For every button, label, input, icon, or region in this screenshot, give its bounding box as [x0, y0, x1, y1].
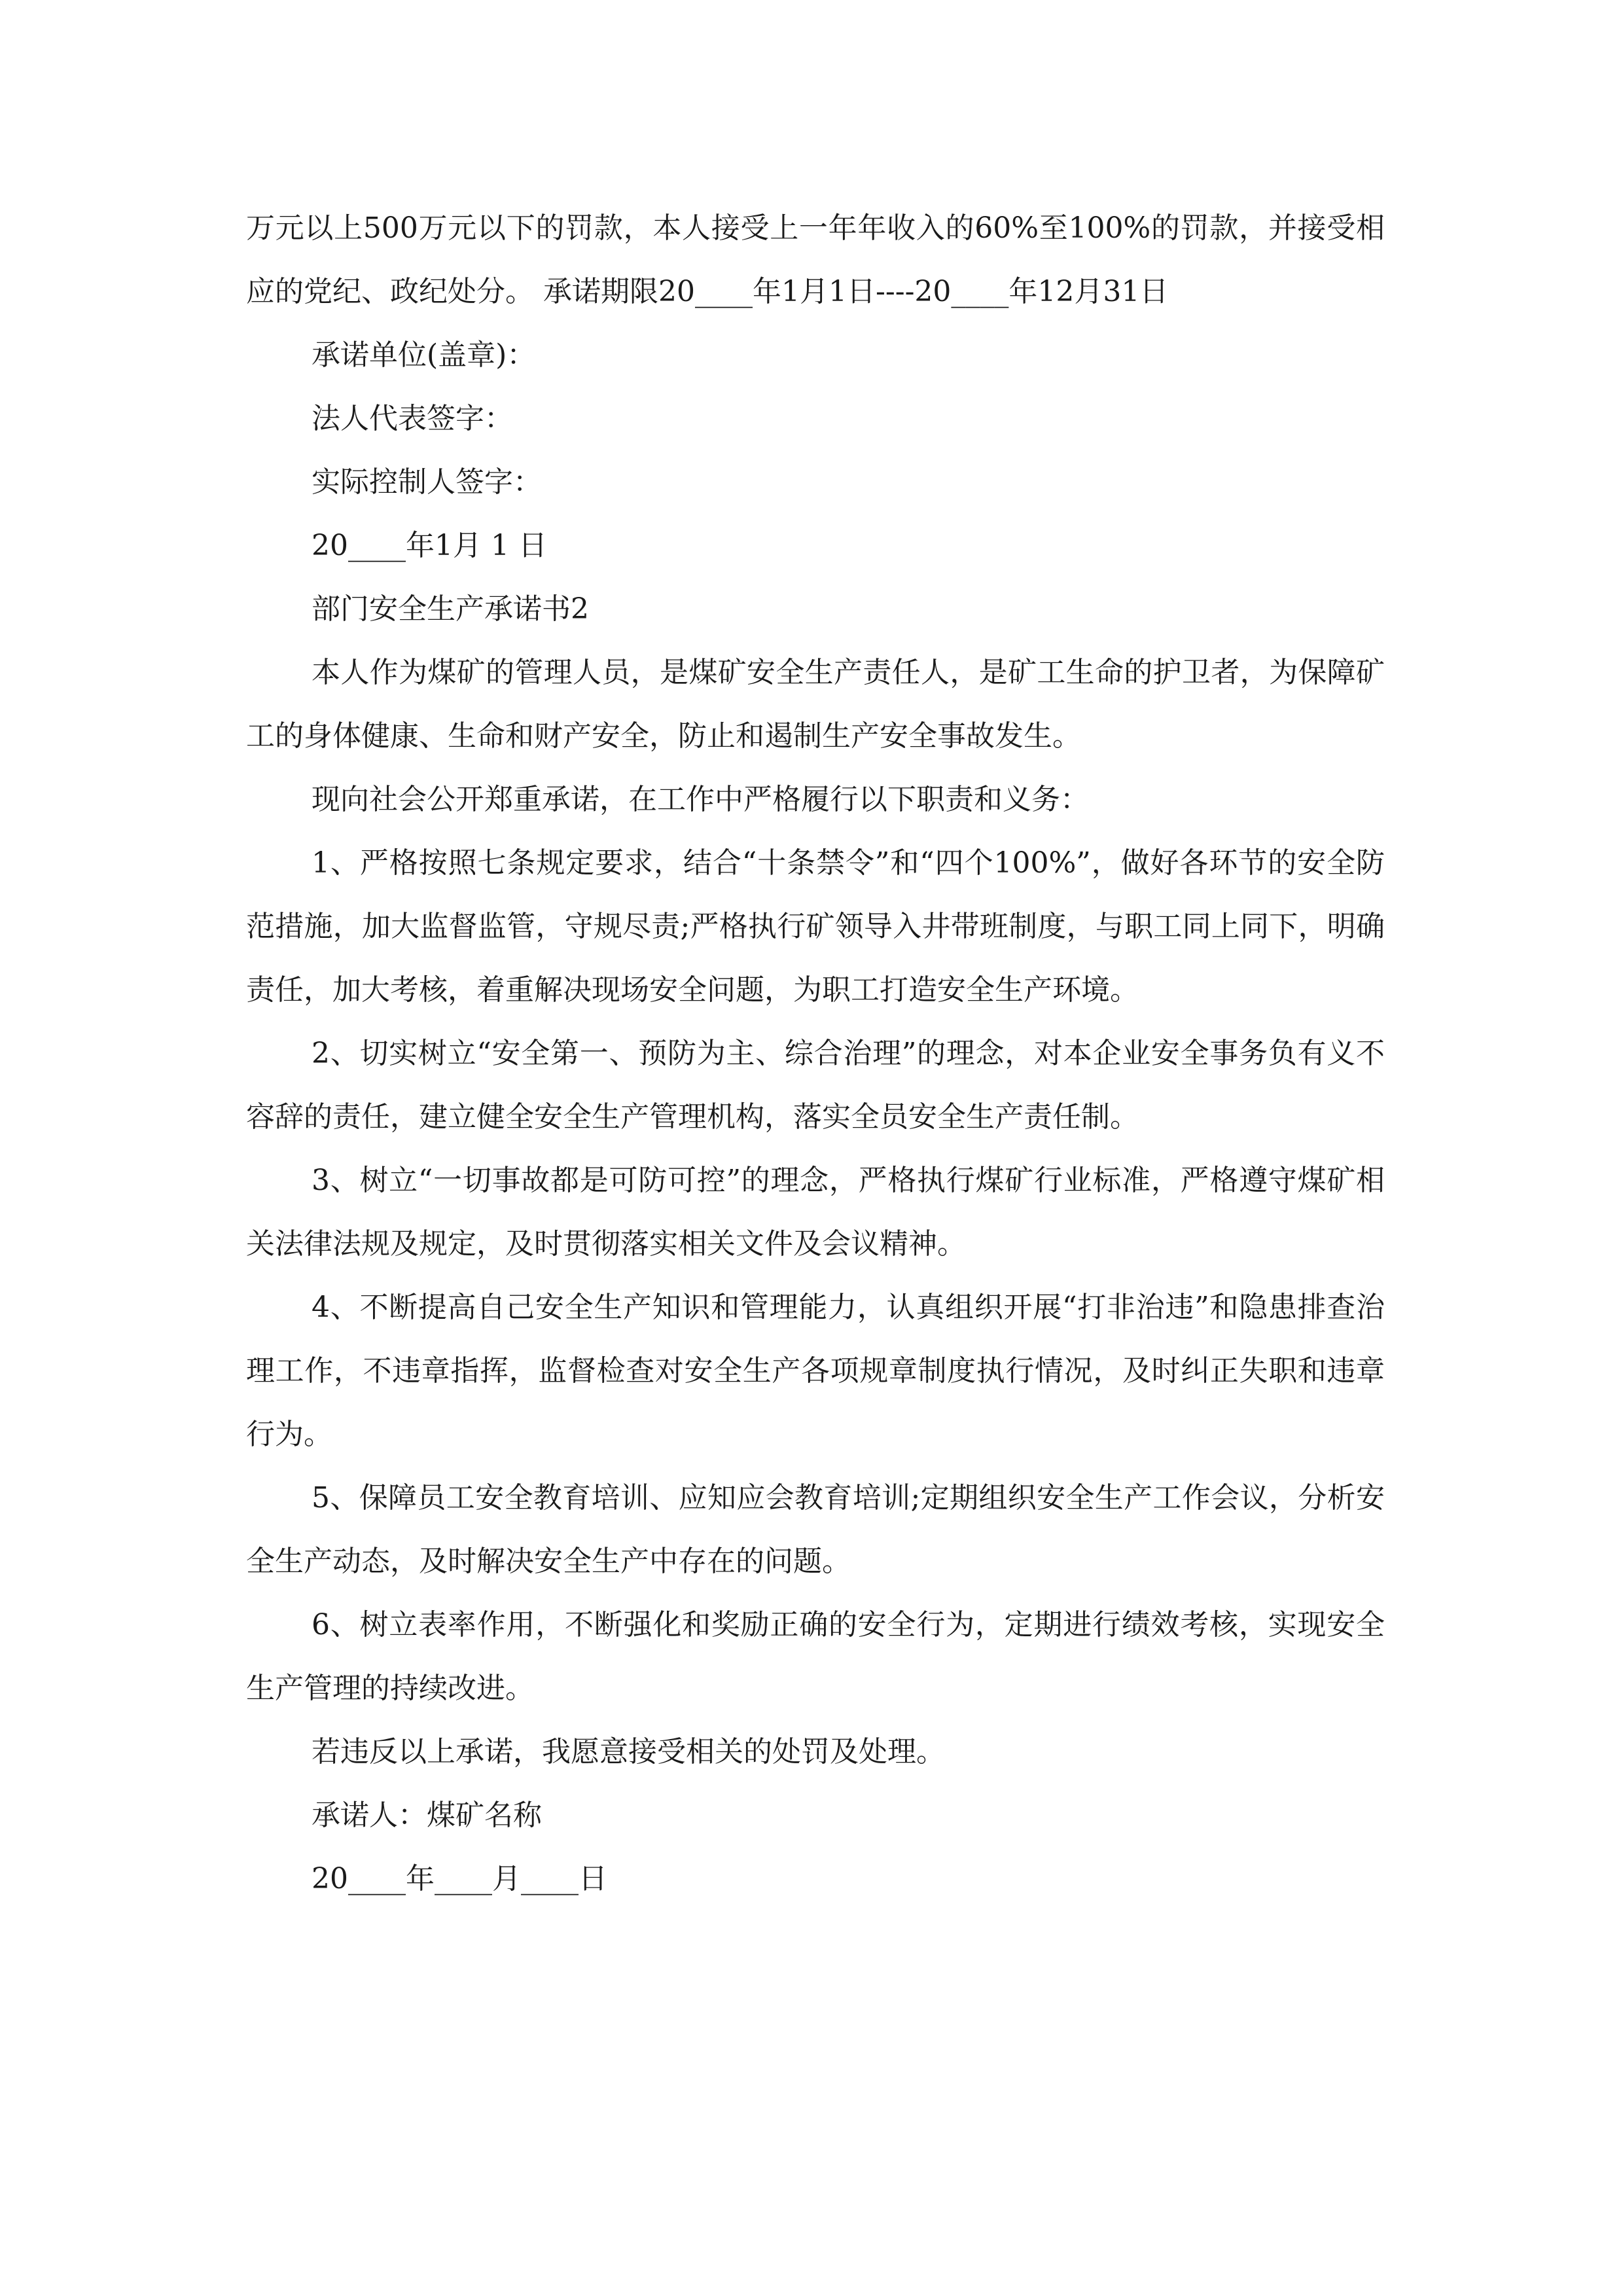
date-line: 20____年1月 1 日 [312, 529, 547, 562]
list-item-6: 6、树立表率作用，不断强化和奖励正确的安全行为，定期进行绩效考核，实现安全生产管理的持续改进。 [246, 1608, 1385, 1705]
paragraph: 若违反以上承诺，我愿意接受相关的处罚及处理。 [312, 1735, 945, 1768]
list-item-3: 3、树立“一切事故都是可防可控”的理念，严格执行煤矿行业标准，严格遵守煤矿相关法律法规及规定，及时贯彻落实相关文件及会议精神。 [246, 1164, 1385, 1261]
continued-paragraph: 万元以上500万元以下的罚款，本人接受上一年年收入的60%至100%的罚款，并接受相应的党纪、政纪处分。 承诺期限20____年1月1日----20____年12月31日 [246, 211, 1385, 308]
paragraph: 本人作为煤矿的管理人员，是煤矿安全生产责任人，是矿工生命的护卫者，为保障矿工的身体健康、生命和财产安全，防止和遏制生产安全事故发生。 [246, 656, 1385, 753]
list-item-4: 4、不断提高自己安全生产知识和管理能力，认真组织开展“打非治违”和隐患排查治理工作，不违章指挥，监督检查对安全生产各项规章制度执行情况，及时纠正失职和违章行为。 [246, 1291, 1385, 1451]
document-body [246, 196, 1385, 1910]
date-line: 20____年____月____日 [312, 1862, 607, 1895]
promisor-line: 承诺人：煤矿名称 [312, 1799, 542, 1832]
list-item-1: 1、严格按照七条规定要求，结合“十条禁令”和“四个100%”，做好各环节的安全防范措施，加大监督监管，守规尽责;严格执行矿领导入井带班制度，与职工同上同下，明确责任，加大考核，着重解决现场安全问题，为职工打造安全生产环境。 [246, 846, 1385, 1007]
list-item-5: 5、保障员工安全教育培训、应知应会教育培训;定期组织安全生产工作会议，分析安全生产动态，及时解决安全生产中存在的问题。 [246, 1481, 1385, 1578]
list-item-2: 2、切实树立“安全第一、预防为主、综合治理”的理念，对本企业安全事务负有义不容辞的责任，建立健全安全生产管理机构，落实全员安全生产责任制。 [246, 1037, 1385, 1134]
controller-signature-line: 实际控制人签字： [312, 465, 542, 499]
section-title: 部门安全生产承诺书2 [312, 592, 589, 626]
paragraph: 现向社会公开郑重承诺，在工作中严格履行以下职责和义务： [312, 783, 1089, 816]
seal-line: 承诺单位(盖章)： [312, 338, 536, 372]
legal-rep-signature-line: 法人代表签字： [312, 402, 513, 435]
